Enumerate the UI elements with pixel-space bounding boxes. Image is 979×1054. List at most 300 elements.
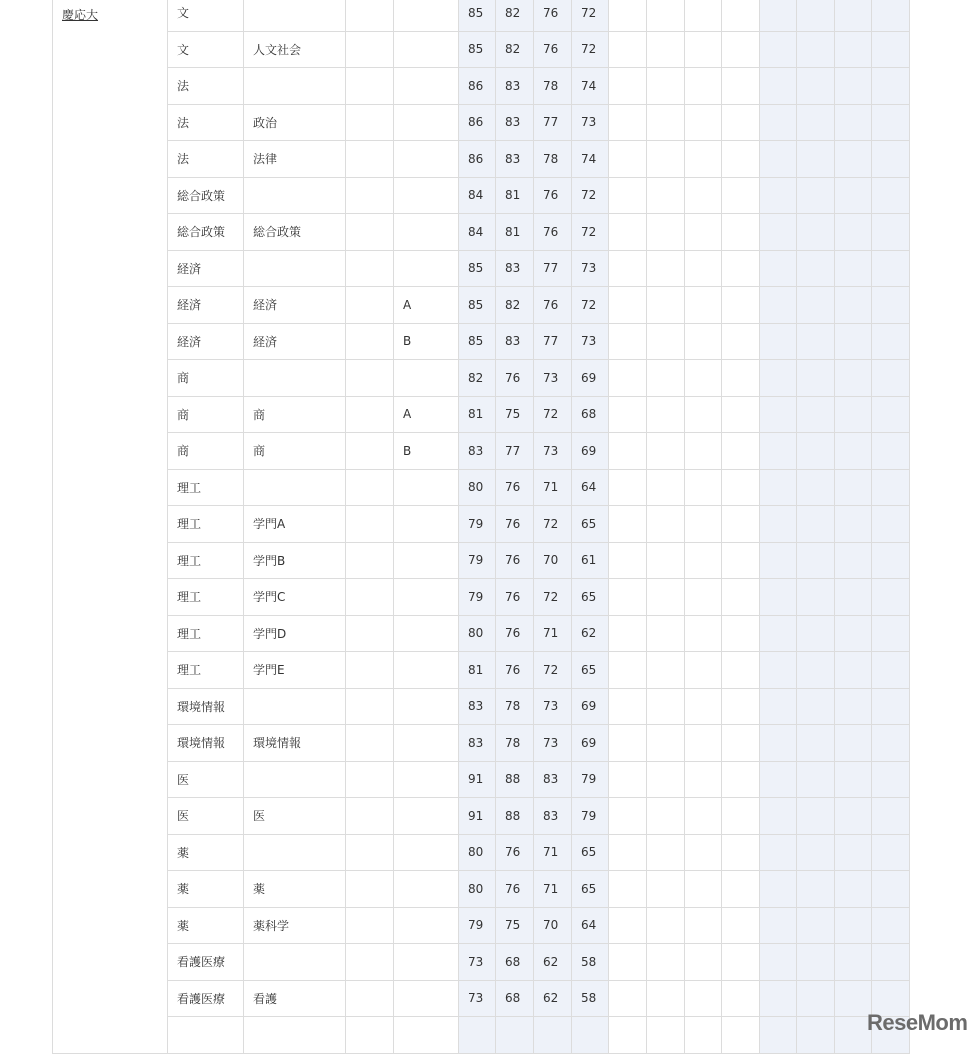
empty-cell [872,944,910,981]
department-cell: 政治 [244,104,346,141]
faculty-cell: 総合政策 [168,177,244,214]
empty-cell [534,1017,572,1054]
score-cell: 58 [572,944,609,981]
score-cell: 76 [496,871,534,908]
empty-cell [797,360,835,397]
faculty-cell: 理工 [168,615,244,652]
score-table [52,0,910,1054]
faculty-cell: 環境情報 [168,725,244,762]
empty-cell [609,652,647,689]
type-cell [394,542,459,579]
empty-cell [835,433,872,470]
empty-cell [722,433,760,470]
score-cell: 79 [572,761,609,798]
score-cell: 76 [496,615,534,652]
empty-cell [685,31,722,68]
table-row [53,68,910,105]
empty-cell [872,615,910,652]
empty-cell [760,177,797,214]
empty-cell [609,761,647,798]
score-cell: 79 [459,542,496,579]
empty-cell [722,177,760,214]
empty-cell [722,104,760,141]
department-cell: 人文社会 [244,31,346,68]
score-cell: 68 [496,944,534,981]
empty-cell [647,761,685,798]
empty-cell [647,214,685,251]
score-cell: 76 [534,0,572,31]
method-cell [346,542,394,579]
empty-cell [685,141,722,178]
empty-cell [872,250,910,287]
empty-cell [685,469,722,506]
score-cell: 64 [572,469,609,506]
type-cell [394,177,459,214]
empty-cell [872,287,910,324]
empty-cell [872,688,910,725]
faculty-cell: 経済 [168,287,244,324]
empty-cell [647,250,685,287]
empty-cell [685,360,722,397]
score-cell: 77 [534,250,572,287]
empty-cell [685,433,722,470]
empty-cell [647,141,685,178]
empty-cell [797,871,835,908]
empty-cell [797,68,835,105]
table-row [53,725,910,762]
score-cell: 65 [572,834,609,871]
empty-cell [722,396,760,433]
score-cell: 85 [459,250,496,287]
method-cell [346,652,394,689]
empty-cell [647,615,685,652]
empty-cell [760,1017,797,1054]
empty-cell [722,688,760,725]
empty-cell [835,0,872,31]
type-cell: B [394,323,459,360]
empty-cell [647,0,685,31]
method-cell [346,250,394,287]
table-row [53,0,910,31]
empty-cell [647,177,685,214]
faculty-cell: 法 [168,104,244,141]
table-row [53,907,910,944]
empty-cell [609,542,647,579]
empty-cell [722,506,760,543]
score-cell: 83 [459,725,496,762]
score-cell: 86 [459,141,496,178]
empty-cell [797,177,835,214]
empty-cell [797,725,835,762]
type-cell [394,506,459,543]
empty-cell [872,31,910,68]
empty-cell [835,287,872,324]
empty-cell [872,579,910,616]
empty-cell [647,798,685,835]
empty-cell [760,0,797,31]
empty-cell [760,871,797,908]
score-cell: 82 [496,31,534,68]
score-cell: 91 [459,798,496,835]
empty-cell [872,907,910,944]
score-cell: 72 [534,506,572,543]
empty-cell [609,871,647,908]
empty-cell [797,542,835,579]
empty-cell [797,798,835,835]
empty-cell [609,214,647,251]
score-cell: 88 [496,761,534,798]
empty-cell [609,0,647,31]
empty-cell [872,323,910,360]
empty-cell [722,1017,760,1054]
score-cell: 69 [572,433,609,470]
faculty-cell: 医 [168,798,244,835]
score-cell: 80 [459,871,496,908]
score-cell: 81 [459,652,496,689]
table-row [53,542,910,579]
empty-cell [722,725,760,762]
empty-cell [609,31,647,68]
faculty-cell: 商 [168,433,244,470]
empty-cell [609,798,647,835]
empty-cell [835,615,872,652]
empty-cell [835,834,872,871]
score-cell: 73 [459,944,496,981]
empty-cell [872,725,910,762]
department-cell: 法律 [244,141,346,178]
method-cell [346,360,394,397]
empty-cell [760,834,797,871]
score-cell: 68 [572,396,609,433]
department-cell: 学門C [244,579,346,616]
empty-cell [722,287,760,324]
empty-cell [872,104,910,141]
empty-cell [835,944,872,981]
empty-cell [609,725,647,762]
empty-cell [835,652,872,689]
faculty-cell: 文 [168,0,244,31]
type-cell [394,104,459,141]
score-cell: 72 [534,652,572,689]
method-cell [346,214,394,251]
empty-cell [760,542,797,579]
type-cell [394,761,459,798]
empty-cell [722,0,760,31]
empty-cell [685,579,722,616]
empty-cell [647,1017,685,1054]
empty-cell [609,433,647,470]
empty-cell [722,214,760,251]
method-cell [346,761,394,798]
score-cell: 76 [496,652,534,689]
department-cell [244,688,346,725]
empty-cell [835,798,872,835]
empty-cell [797,579,835,616]
empty-cell [872,68,910,105]
table-row [53,141,910,178]
type-cell [394,0,459,31]
score-cell: 76 [534,31,572,68]
empty-cell [685,104,722,141]
empty-cell [647,579,685,616]
empty-cell [797,287,835,324]
empty-cell [872,433,910,470]
type-cell: A [394,396,459,433]
type-cell [394,871,459,908]
empty-cell [722,542,760,579]
score-cell: 82 [459,360,496,397]
empty-cell [835,68,872,105]
table-row [53,360,910,397]
empty-cell [647,433,685,470]
empty-cell [647,323,685,360]
empty-cell [835,31,872,68]
empty-cell [685,177,722,214]
method-cell [346,506,394,543]
type-cell [394,652,459,689]
faculty-cell: 経済 [168,323,244,360]
empty-cell [496,1017,534,1054]
empty-cell [609,323,647,360]
table-row [53,1017,910,1054]
department-cell [244,944,346,981]
empty-cell [722,360,760,397]
type-cell [394,615,459,652]
empty-cell [722,980,760,1017]
empty-cell [685,0,722,31]
score-cell: 65 [572,579,609,616]
department-cell: 薬 [244,871,346,908]
empty-cell [835,871,872,908]
empty-cell [835,761,872,798]
empty-cell [244,1017,346,1054]
score-cell: 84 [459,177,496,214]
score-cell: 70 [534,542,572,579]
empty-cell [685,652,722,689]
empty-cell [722,68,760,105]
empty-cell [835,177,872,214]
department-cell: 経済 [244,287,346,324]
score-cell: 82 [496,287,534,324]
empty-cell [609,907,647,944]
empty-cell [685,506,722,543]
method-cell [346,980,394,1017]
empty-cell [685,615,722,652]
score-cell: 68 [496,980,534,1017]
type-cell: B [394,433,459,470]
empty-cell [685,542,722,579]
empty-cell [835,250,872,287]
empty-cell [872,214,910,251]
empty-cell [394,1017,459,1054]
empty-cell [722,469,760,506]
score-cell: 69 [572,688,609,725]
empty-cell [346,1017,394,1054]
empty-cell [797,944,835,981]
empty-cell [760,214,797,251]
score-cell: 76 [496,506,534,543]
empty-cell [760,579,797,616]
score-cell: 72 [572,177,609,214]
empty-cell [797,652,835,689]
method-cell [346,0,394,31]
university-cell [53,0,168,1053]
empty-cell [168,1017,244,1054]
empty-cell [609,579,647,616]
faculty-cell: 薬 [168,834,244,871]
score-cell: 88 [496,798,534,835]
empty-cell [609,834,647,871]
empty-cell [722,944,760,981]
score-cell: 79 [459,506,496,543]
score-cell: 76 [496,579,534,616]
method-cell [346,287,394,324]
score-cell: 79 [459,907,496,944]
score-cell: 72 [534,579,572,616]
empty-cell [685,688,722,725]
empty-cell [797,907,835,944]
empty-cell [647,287,685,324]
type-cell [394,31,459,68]
type-cell [394,360,459,397]
empty-cell [609,104,647,141]
empty-cell [722,141,760,178]
table-row [53,579,910,616]
type-cell [394,725,459,762]
score-cell: 78 [496,688,534,725]
empty-cell [685,250,722,287]
type-cell [394,907,459,944]
score-cell: 72 [572,287,609,324]
score-cell: 71 [534,871,572,908]
score-cell: 69 [572,725,609,762]
table-row [53,433,910,470]
department-cell: 総合政策 [244,214,346,251]
empty-cell [609,688,647,725]
score-cell: 77 [534,323,572,360]
score-cell: 71 [534,834,572,871]
empty-cell [647,31,685,68]
method-cell [346,433,394,470]
empty-cell [797,396,835,433]
empty-cell [722,907,760,944]
empty-cell [647,396,685,433]
score-cell: 76 [496,542,534,579]
department-cell [244,177,346,214]
table-row [53,944,910,981]
score-cell: 73 [572,104,609,141]
method-cell [346,725,394,762]
score-cell: 76 [534,177,572,214]
empty-cell [760,250,797,287]
faculty-cell: 看護医療 [168,980,244,1017]
university-link[interactable]: 慶応大 [62,8,99,22]
method-cell [346,104,394,141]
empty-cell [609,980,647,1017]
score-cell: 83 [534,798,572,835]
type-cell [394,579,459,616]
empty-cell [797,141,835,178]
score-cell: 83 [534,761,572,798]
department-cell: 看護 [244,980,346,1017]
score-cell: 85 [459,287,496,324]
faculty-cell: 法 [168,68,244,105]
type-cell [394,798,459,835]
score-cell: 62 [534,944,572,981]
empty-cell [685,907,722,944]
score-cell: 81 [496,177,534,214]
empty-cell [797,0,835,31]
score-cell: 73 [534,433,572,470]
empty-cell [722,871,760,908]
score-cell: 76 [534,214,572,251]
empty-cell [835,688,872,725]
empty-cell [722,31,760,68]
empty-cell [797,1017,835,1054]
score-cell: 84 [459,214,496,251]
score-cell: 72 [534,396,572,433]
empty-cell [685,1017,722,1054]
method-cell [346,871,394,908]
empty-cell [760,433,797,470]
empty-cell [760,688,797,725]
empty-cell [835,469,872,506]
method-cell [346,834,394,871]
department-cell [244,469,346,506]
empty-cell [685,944,722,981]
type-cell [394,141,459,178]
score-cell: 72 [572,214,609,251]
empty-cell [760,907,797,944]
type-cell [394,469,459,506]
department-cell [244,0,346,31]
empty-cell [722,250,760,287]
department-cell: 学門A [244,506,346,543]
score-cell: 71 [534,615,572,652]
empty-cell [760,615,797,652]
empty-cell [760,104,797,141]
score-cell: 83 [496,250,534,287]
faculty-cell: 法 [168,141,244,178]
department-cell: 医 [244,798,346,835]
table-row [53,688,910,725]
table-row [53,615,910,652]
table-row [53,177,910,214]
table-row [53,506,910,543]
department-cell: 商 [244,396,346,433]
empty-cell [647,68,685,105]
department-cell: 商 [244,433,346,470]
faculty-cell: 商 [168,396,244,433]
table-row [53,798,910,835]
empty-cell [872,506,910,543]
empty-cell [647,542,685,579]
empty-cell [572,1017,609,1054]
faculty-cell: 医 [168,761,244,798]
empty-cell [685,834,722,871]
empty-cell [685,871,722,908]
score-cell: 71 [534,469,572,506]
empty-cell [760,798,797,835]
empty-cell [835,725,872,762]
faculty-cell: 理工 [168,469,244,506]
score-cell: 73 [534,688,572,725]
empty-cell [609,287,647,324]
empty-cell [872,141,910,178]
score-cell: 80 [459,834,496,871]
score-cell: 75 [496,907,534,944]
empty-cell [609,141,647,178]
